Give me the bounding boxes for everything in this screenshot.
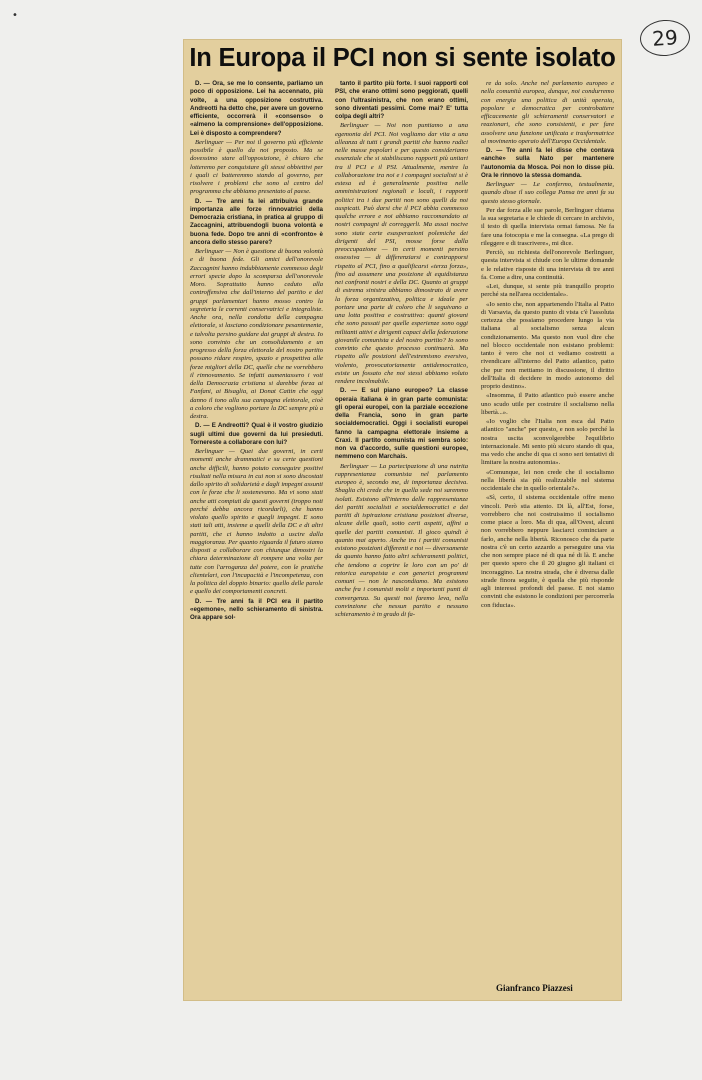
question-paragraph: D. — E sul piano europeo? La classe operaia italiana è in gran parte comunista: gli operai europei, con la parziale eccezione della Francia, sono in gran parte socialdemocratici. Oggi i socialisti europei fanno la campagna elettorale insieme a Craxi. Il partito comunista mi sembra solo: non va d'accordo, sulle questioni europee, nemmeno con Marchais. <box>335 387 468 461</box>
answer-paragraph: Berlinguer — La partecipazione di una nutrita rappresentanza comunista nel parlamento europeo è, secondo me, di importanza decisiva. Sbaglia chi crede che in quella sede noi saremmo isolati. Esistono all'interno delle rappresentanze dei partiti socialisti e socialdemocratici e dei partiti di ispirazione cristiana posizioni diverse, alcune delle quali, sotto certi aspetti, affini a quelle dei partiti comunisti. Il gioco quindi è quanto mai aperto. Anche tra i partiti comunisti esistono posizioni differenti e noi — diversamente da quanto hanno fatto altri schieramenti politici, che tendono a coprire le loro con un po' di retorica europeista e con generici programmi comuni — non le nascondiamo. Ma esistono anche fra i comunisti molti e importanti punti di convergenza. Su questi noi faremo leva, nella convinzione che nessun partito e nessuno schieramento è in grado di fa- <box>335 462 468 618</box>
article-column-2 <box>335 80 468 995</box>
text-paragraph: Perciò, su richiesta dell'onorevole Berlinguer, questa intervista si chiude con le ultime domande e le relative risposte di una intervista di tre anni fa. Come a dire, una continuità. <box>481 249 614 281</box>
text-paragraph: «Io sento che, non appartenendo l'Italia al Patto di Varsavia, da questo punto di vista c'è l'assoluta certezza che possiamo procedere lungo la via italiana al socialismo senza alcun condizionamento. Ma questo non vuol dire che nel blocco occidentale non esistano problemi: tanto è vero che noi ci vediamo costretti a rivendicare all'interno del Patto atlantico, patto che pur non mettiamo in discussione, il diritto dell'Italia di decidere in modo autonomo del proprio destino». <box>481 300 614 390</box>
answer-paragraph: Berlinguer — Per noi il governo più efficiente possibile è quello da noi proposto. Ma se dovessimo stare all'opposizione, è chiaro che lotteremo per conquistare gli stessi obbiettivi per i quali ci batteremmo stando al governo, per risolvere i problemi che sono al centro del programma che abbiamo presentato al paese. <box>190 138 323 196</box>
question-paragraph: D. — Tre anni fa lei attribuiva grande importanza alle forze rinnovatrici della Democrazia cristiana, in pratica al gruppo di Zaccagnini, attribuendogli buona volontà e buona fede. Dopo tre anni di «confronto» è ancora dello stesso parere? <box>190 197 323 246</box>
question-paragraph: D. — E Andreotti? Qual è il vostro giudizio sugli ultimi due governi da lui presieduti. Tornereste a collaborare con lui? <box>190 422 323 446</box>
answer-paragraph: re da solo. Anche nel parlamento europeo e nella comunità europea, dunque, noi condurremo con energia una politica di unità operaia, popolare e democratica per controbattere efficacemente gli schieramenti conservatori e reazionari, che sono consistenti, e per fare assolvere una funzione unificata e trasformatrice al movimento operaio dell'Europa Occidentale. <box>481 80 614 145</box>
question-paragraph: D. — Tre anni fa il PCI era il partito «egemone», nello schieramento di sinistra. Ora appare sol- <box>190 597 323 621</box>
headline: In Europa il PCI non si sente isolato <box>189 44 616 72</box>
page-number: 29 <box>639 18 691 57</box>
answer-paragraph: Berlinguer — Quei due governi, in certi momenti anche drammatici e su certe questioni anche difficili, hanno potuto conseguire positivi risultati nella misura in cui non si sono discostati dallo spirito di solidarietà e dagli impegni assunti con le forze che li sostenevano. Ma vi sono stati anche atti compiuti da questi governi (troppo noti perché debba ancora ricordarli), che hanno violato quello spirito e quegli impegni. E sono stati tali atti, insieme a quelli della DC e di altri partiti, che ci hanno indotto a uscire dalla maggioranza. Per quanto riguarda il futuro siamo disposti a collaborare con chiunque dimostri la chiara determinazione di rompere una volta per tutte con l'arroganza del potere, con le pratiche clientelari, con l'incapacità e l'incompetenza, con la politica del doppio binario: quello delle parole e quello dei comportamenti concreti. <box>190 448 323 596</box>
question-paragraph: D. — Ora, se me lo consente, parliamo un poco di opposizione. Lei ha accennato, più volte, a una opposizione costruttiva. Andreotti ha detto che, per avere un governo efficiente, occorrerà il «consenso» o «almeno la comprensione» dell'opposizione. Lei è disposto a comprendere? <box>190 80 323 137</box>
article-body <box>190 80 615 1000</box>
text-paragraph: «Lei, dunque, si sente più tranquillo proprio perché sta nell'area occidentale». <box>481 283 614 299</box>
page-mark: • <box>12 10 18 21</box>
article-column-3 <box>481 80 614 995</box>
byline: Gianfranco Piazzesi <box>496 983 573 993</box>
answer-paragraph: Berlinguer — Noi non puntiamo a una egemonia del PCI. Noi vogliamo dar vita a una alleanza di tutti i grandi partiti che hanno radici nelle masse popolari e per questo consideriamo essenziale che si stabiliscano rapporti più unitari tra il PCI e il PSI. Attualmente, mentre la collaborazione tra noi e i compagni socialisti si è estesa ed è generalmente positiva nelle amministrazioni regionali e locali, i rapporti politici tra i due partiti non sono quelli da noi auspicati. Può darsi che il PCI abbia commesso qualche errore e noi abbiamo raccomandato ai nostri compagni di correggerli. Ma assai nocive sono state certe esasperazioni polemiche dei dirigenti del PSI, mosse forse dalla preoccupazione — in certi momenti persino ossessiva — di differenziarsi e contrapporsi rispetto al PCI, fino a qualificarsi «terza forza», fino ad assumere una posizione di equidistanza nei confronti nostri e della DC. Quanto ai gruppi di estrema sinistra abbiamo dimostrato di avere la forza organizzativa, politica e ideale per portare una parte di coloro che li seguivano a una lotta positiva e costruttiva: quanti giovani che sono passati per quelle esperienze sono oggi militanti attivi e dirigenti capaci della federazione giovanile comunista e del nostro partito? Io sono convinto che questo processo continuerà. Ma rispetto alle posizioni dell'estremismo eversivo, violento, provocatoriamente antidemocratico, esiste un fossato che noi stessi abbiamo voluto rendere incolmabile. <box>335 122 468 385</box>
text-paragraph: Per dar forza alle sue parole, Berlinguer chiama la sua segretaria e le chiede di cercare in archivio, il testo di quella intervista ormai famosa. Ne fa fare una fotocopia e me la consegna. «La prego di rileggere e di trascrivere», mi dice. <box>481 206 614 247</box>
text-paragraph: «Io voglio che l'Italia non esca dal Patto atlantico "anche" per questo, e non solo perché la nostra uscita sconvolgerebbe l'equilibrio internazionale. Mi sento più sicuro stando di qua, ma vedo che anche di qua ci sono seri tentativi di limitare la nostra autonomia». <box>481 418 614 467</box>
answer-paragraph: Berlinguer — Non è questione di buona volontà e di buona fede. Gli amici dell'onorevole Zaccagnini hanno indubbiamente commesso degli errori specie dopo la scomparsa dell'onorevole Moro. Soprattutto hanno ceduto alla controffensiva che dall'interno del partito e dei gruppi parlamentari hanno mosso contro la segreteria le correnti conservatrici e integraliste. Anche ora, nella condotta della campagna elettorale, si lasciano condizionare pesantemente, e talvolta persino guidare dai gruppi di destra. Io sono convinto che un consolidamento e un progresso della forza elettorale del nostro partito possano ridare respiro, spazio e prospettiva alle forze migliori della DC, quelle che ne vorrebbero il rinnovamento. Se infatti aumentassero i voti della Democrazia cristiana si darebbe forza ai Fanfani, ai Bisaglia, ai Donat Cattin che oggi danno il tono alla sua campagna elettorale, cioè a coloro che vogliono portare la DC sempre più a destra. <box>190 248 323 420</box>
answer-paragraph: Berlinguer — Le confermo, testualmente, quando disse il suo collega Pansa tre anni fa su questo stesso giornale. <box>481 181 614 205</box>
newspaper-clipping <box>184 40 621 1000</box>
question-paragraph: D. — Tre anni fa lei disse che contava «anche» sulla Nato per mantenere l'autonomia da Mosca. Poi non lo disse più. Ora le rinnovo la stessa domanda. <box>481 147 614 179</box>
article-column-1 <box>190 80 323 995</box>
question-paragraph: tanto il partito più forte. I suoi rapporti col PSI, che erano ottimi sono peggiorati, quelli con l'ultrasinistra, che non erano ottimi, sono diventati pessimi. Come mai? E' tutta colpa degli altri? <box>335 80 468 120</box>
text-paragraph: «Sì, certo, il sistema occidentale offre meno vincoli. Però stia attento. Di là, all'Est, forse, vorrebbero che noi costruissimo il socialismo come piace a loro. Ma di qua, all'Ovest, alcuni non vorrebbero neppure lasciarci cominciare a farlo, anche nella libertà. Riconosco che da parte nostra c'è un certo azzardo a perseguire una via che non sempre piace né di qua né di là. E anche per questo spero che il 20 giugno gli italiani ci incoraggino. La nostra strada, che è diversa dalle strade finora seguite, è quella che più risponde agli interessi profondi del paese. E noi siamo convinti che esistono le condizioni per percorrerla con fiducia». <box>481 494 614 609</box>
text-paragraph: «Comunque, lei non crede che il socialismo nella libertà sia più realizzabile nel sistema occidentale che in quello orientale?». <box>481 468 614 492</box>
text-paragraph: «Insomma, il Patto atlantico può essere anche uno scudo utile per costruire il socialismo nella libertà...». <box>481 392 614 416</box>
